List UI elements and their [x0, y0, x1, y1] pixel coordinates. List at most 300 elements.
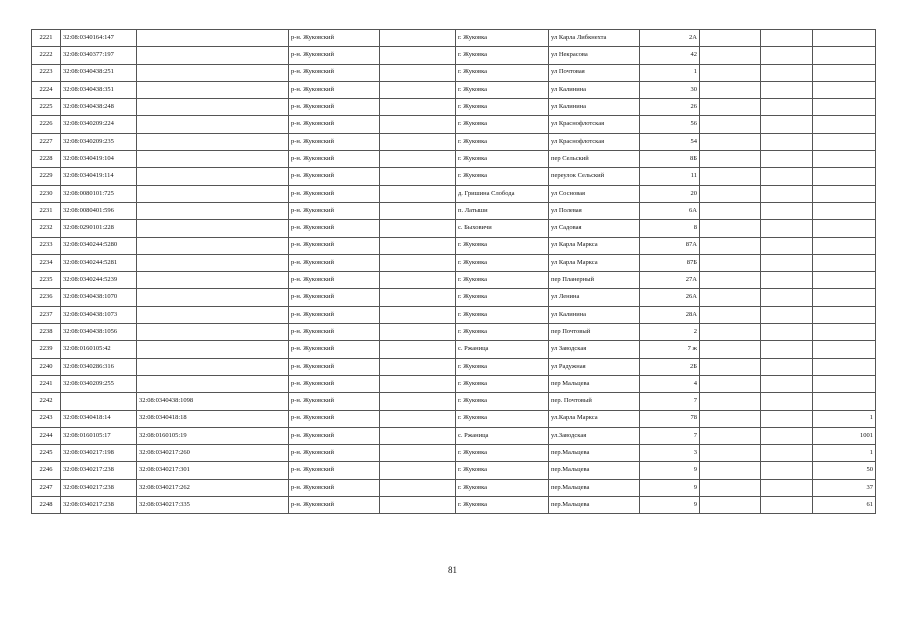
empty-cell	[700, 445, 761, 462]
record-number-cell: 2240	[32, 358, 61, 375]
related-cadastral-number-cell	[137, 99, 289, 116]
street-cell: ул Карла Либкнехта	[549, 30, 640, 47]
apartment-number-cell	[813, 341, 876, 358]
street-cell: ул.Заводская	[549, 427, 640, 444]
table-row	[32, 272, 876, 289]
district-cell: р-н. Жуковский	[289, 410, 380, 427]
table-row	[32, 202, 876, 219]
district-cell: р-н. Жуковский	[289, 497, 380, 514]
house-number-cell: 4	[640, 375, 700, 392]
empty-cell	[761, 375, 813, 392]
cadastral-number-cell: 32:08:0290101:228	[61, 220, 137, 237]
empty-cell	[761, 116, 813, 133]
house-number-cell: 27А	[640, 272, 700, 289]
street-cell: ул Полевая	[549, 202, 640, 219]
empty-cell	[761, 479, 813, 496]
settlement-cell: г. Жуковка	[456, 410, 549, 427]
related-cadastral-number-cell	[137, 202, 289, 219]
district-cell: р-н. Жуковский	[289, 133, 380, 150]
empty-cell	[380, 358, 456, 375]
empty-cell	[761, 462, 813, 479]
related-cadastral-number-cell: 32:08:0340217:262	[137, 479, 289, 496]
related-cadastral-number-cell	[137, 185, 289, 202]
house-number-cell: 26	[640, 99, 700, 116]
cadastral-number-cell: 32:08:0340419:114	[61, 168, 137, 185]
table-row	[32, 341, 876, 358]
empty-cell	[700, 81, 761, 98]
empty-cell	[761, 445, 813, 462]
record-number-cell: 2222	[32, 47, 61, 64]
cadastral-number-cell: 32:08:0340164:147	[61, 30, 137, 47]
settlement-cell: г. Жуковка	[456, 47, 549, 64]
cadastral-number-cell: 32:08:0340438:251	[61, 64, 137, 81]
record-number-cell: 2234	[32, 254, 61, 271]
empty-cell	[380, 99, 456, 116]
apartment-number-cell	[813, 220, 876, 237]
empty-cell	[761, 30, 813, 47]
record-number-cell: 2241	[32, 375, 61, 392]
apartment-number-cell: 1001	[813, 427, 876, 444]
apartment-number-cell	[813, 47, 876, 64]
apartment-number-cell	[813, 306, 876, 323]
apartment-number-cell	[813, 99, 876, 116]
related-cadastral-number-cell	[137, 220, 289, 237]
empty-cell	[380, 324, 456, 341]
table-row	[32, 185, 876, 202]
empty-cell	[380, 272, 456, 289]
table-row	[32, 497, 876, 514]
record-number-cell: 2229	[32, 168, 61, 185]
empty-cell	[700, 30, 761, 47]
settlement-cell: г. Жуковка	[456, 479, 549, 496]
empty-cell	[761, 47, 813, 64]
district-cell: р-н. Жуковский	[289, 341, 380, 358]
cadastral-number-cell: 32:08:0080401:596	[61, 202, 137, 219]
apartment-number-cell: 61	[813, 497, 876, 514]
related-cadastral-number-cell	[137, 306, 289, 323]
record-number-cell: 2245	[32, 445, 61, 462]
record-number-cell: 2235	[32, 272, 61, 289]
record-number-cell: 2228	[32, 151, 61, 168]
settlement-cell: г. Жуковка	[456, 81, 549, 98]
house-number-cell: 9	[640, 479, 700, 496]
cadastral-number-cell: 32:08:0340438:1073	[61, 306, 137, 323]
street-cell: ул Калинина	[549, 99, 640, 116]
empty-cell	[761, 306, 813, 323]
district-cell: р-н. Жуковский	[289, 479, 380, 496]
settlement-cell: г. Жуковка	[456, 99, 549, 116]
district-cell: р-н. Жуковский	[289, 220, 380, 237]
empty-cell	[380, 341, 456, 358]
empty-cell	[380, 30, 456, 47]
empty-cell	[700, 497, 761, 514]
district-cell: р-н. Жуковский	[289, 289, 380, 306]
empty-cell	[761, 81, 813, 98]
street-cell: переулок Сельский	[549, 168, 640, 185]
empty-cell	[700, 289, 761, 306]
street-cell: ул Калинина	[549, 306, 640, 323]
empty-cell	[700, 116, 761, 133]
empty-cell	[380, 168, 456, 185]
empty-cell	[761, 237, 813, 254]
table-row	[32, 306, 876, 323]
empty-cell	[700, 306, 761, 323]
apartment-number-cell: 50	[813, 462, 876, 479]
empty-cell	[700, 168, 761, 185]
district-cell: р-н. Жуковский	[289, 462, 380, 479]
empty-cell	[380, 185, 456, 202]
house-number-cell: 8	[640, 220, 700, 237]
house-number-cell: 6А	[640, 202, 700, 219]
district-cell: р-н. Жуковский	[289, 151, 380, 168]
empty-cell	[380, 220, 456, 237]
settlement-cell: п. Латыши	[456, 202, 549, 219]
cadastral-number-cell: 32:08:0340419:104	[61, 151, 137, 168]
settlement-cell: с. Быховичи	[456, 220, 549, 237]
empty-cell	[761, 393, 813, 410]
house-number-cell: 87А	[640, 237, 700, 254]
related-cadastral-number-cell: 32:08:0340438:1098	[137, 393, 289, 410]
apartment-number-cell	[813, 151, 876, 168]
settlement-cell: г. Жуковка	[456, 133, 549, 150]
district-cell: р-н. Жуковский	[289, 99, 380, 116]
record-number-cell: 2239	[32, 341, 61, 358]
related-cadastral-number-cell	[137, 375, 289, 392]
empty-cell	[700, 237, 761, 254]
apartment-number-cell	[813, 375, 876, 392]
table-row	[32, 393, 876, 410]
cadastral-number-cell: 32:08:0340209:255	[61, 375, 137, 392]
record-number-cell: 2237	[32, 306, 61, 323]
empty-cell	[700, 341, 761, 358]
street-cell: пер.Мальцева	[549, 497, 640, 514]
empty-cell	[380, 47, 456, 64]
table-row	[32, 133, 876, 150]
district-cell: р-н. Жуковский	[289, 445, 380, 462]
apartment-number-cell	[813, 133, 876, 150]
settlement-cell: г. Жуковка	[456, 151, 549, 168]
table-row	[32, 220, 876, 237]
table-row	[32, 116, 876, 133]
empty-cell	[700, 479, 761, 496]
district-cell: р-н. Жуковский	[289, 47, 380, 64]
empty-cell	[700, 393, 761, 410]
empty-cell	[700, 375, 761, 392]
table-row	[32, 375, 876, 392]
house-number-cell: 9	[640, 497, 700, 514]
empty-cell	[380, 116, 456, 133]
cadastral-number-cell: 32:08:0340217:238	[61, 497, 137, 514]
table-row	[32, 358, 876, 375]
house-number-cell: 8Б	[640, 151, 700, 168]
record-number-cell: 2225	[32, 99, 61, 116]
table-row	[32, 462, 876, 479]
empty-cell	[761, 254, 813, 271]
empty-cell	[380, 445, 456, 462]
street-cell: ул Некрасова	[549, 47, 640, 64]
empty-cell	[761, 410, 813, 427]
record-number-cell: 2233	[32, 237, 61, 254]
apartment-number-cell: 1	[813, 445, 876, 462]
apartment-number-cell: 37	[813, 479, 876, 496]
settlement-cell: с. Ржаница	[456, 341, 549, 358]
district-cell: р-н. Жуковский	[289, 64, 380, 81]
house-number-cell: 30	[640, 81, 700, 98]
apartment-number-cell	[813, 168, 876, 185]
empty-cell	[700, 427, 761, 444]
apartment-number-cell	[813, 81, 876, 98]
district-cell: р-н. Жуковский	[289, 306, 380, 323]
table-row	[32, 151, 876, 168]
table-row	[32, 47, 876, 64]
table-row	[32, 445, 876, 462]
related-cadastral-number-cell	[137, 151, 289, 168]
record-number-cell: 2227	[32, 133, 61, 150]
empty-cell	[761, 289, 813, 306]
empty-cell	[380, 427, 456, 444]
empty-cell	[380, 462, 456, 479]
house-number-cell: 78	[640, 410, 700, 427]
settlement-cell: г. Жуковка	[456, 272, 549, 289]
empty-cell	[700, 185, 761, 202]
table-row	[32, 99, 876, 116]
apartment-number-cell	[813, 30, 876, 47]
related-cadastral-number-cell	[137, 81, 289, 98]
empty-cell	[761, 220, 813, 237]
empty-cell	[700, 202, 761, 219]
street-cell: пер Почтовый	[549, 324, 640, 341]
empty-cell	[380, 151, 456, 168]
house-number-cell: 3	[640, 445, 700, 462]
cadastral-number-cell: 32:08:0340244:5239	[61, 272, 137, 289]
related-cadastral-number-cell: 32:08:0340217:301	[137, 462, 289, 479]
empty-cell	[700, 254, 761, 271]
district-cell: р-н. Жуковский	[289, 427, 380, 444]
apartment-number-cell	[813, 358, 876, 375]
settlement-cell: г. Жуковка	[456, 254, 549, 271]
table-row	[32, 237, 876, 254]
house-number-cell: 7	[640, 427, 700, 444]
cadastral-number-cell: 32:08:0340438:1070	[61, 289, 137, 306]
cadastral-number-cell: 32:08:0340438:1056	[61, 324, 137, 341]
table-row	[32, 30, 876, 47]
related-cadastral-number-cell: 32:08:0340217:335	[137, 497, 289, 514]
house-number-cell: 7 ж	[640, 341, 700, 358]
empty-cell	[761, 497, 813, 514]
empty-cell	[380, 479, 456, 496]
related-cadastral-number-cell	[137, 358, 289, 375]
related-cadastral-number-cell	[137, 237, 289, 254]
cadastral-number-cell: 32:08:0340217:238	[61, 462, 137, 479]
record-number-cell: 2238	[32, 324, 61, 341]
street-cell: пер Планерный	[549, 272, 640, 289]
related-cadastral-number-cell	[137, 289, 289, 306]
record-number-cell: 2236	[32, 289, 61, 306]
street-cell: ул Радужная	[549, 358, 640, 375]
empty-cell	[761, 99, 813, 116]
settlement-cell: г. Жуковка	[456, 306, 549, 323]
settlement-cell: г. Жуковка	[456, 324, 549, 341]
apartment-number-cell: 1	[813, 410, 876, 427]
table-row	[32, 479, 876, 496]
record-number-cell: 2248	[32, 497, 61, 514]
table-row	[32, 289, 876, 306]
house-number-cell: 2Б	[640, 358, 700, 375]
house-number-cell: 28А	[640, 306, 700, 323]
district-cell: р-н. Жуковский	[289, 254, 380, 271]
apartment-number-cell	[813, 272, 876, 289]
apartment-number-cell	[813, 254, 876, 271]
cadastral-number-cell: 32:08:0160105:17	[61, 427, 137, 444]
house-number-cell: 2	[640, 324, 700, 341]
settlement-cell: д. Гришина Слобода	[456, 185, 549, 202]
related-cadastral-number-cell	[137, 64, 289, 81]
empty-cell	[761, 168, 813, 185]
empty-cell	[761, 133, 813, 150]
district-cell: р-н. Жуковский	[289, 272, 380, 289]
empty-cell	[761, 427, 813, 444]
street-cell: ул.Карла Маркса	[549, 410, 640, 427]
cadastral-number-cell: 32:08:0340377:197	[61, 47, 137, 64]
related-cadastral-number-cell	[137, 47, 289, 64]
street-cell: ул Почтовая	[549, 64, 640, 81]
settlement-cell: г. Жуковка	[456, 393, 549, 410]
settlement-cell: г. Жуковка	[456, 497, 549, 514]
cadastral-number-cell: 32:08:0340244:5280	[61, 237, 137, 254]
table-row	[32, 410, 876, 427]
empty-cell	[380, 133, 456, 150]
empty-cell	[700, 410, 761, 427]
empty-cell	[380, 375, 456, 392]
empty-cell	[700, 151, 761, 168]
street-cell: ул Карла Маркса	[549, 254, 640, 271]
empty-cell	[380, 497, 456, 514]
district-cell: р-н. Жуковский	[289, 324, 380, 341]
empty-cell	[761, 185, 813, 202]
street-cell: ул Краснофлотская	[549, 116, 640, 133]
house-number-cell: 1	[640, 64, 700, 81]
district-cell: р-н. Жуковский	[289, 116, 380, 133]
table-row	[32, 254, 876, 271]
street-cell: ул Садовая	[549, 220, 640, 237]
house-number-cell: 26А	[640, 289, 700, 306]
table-row	[32, 427, 876, 444]
apartment-number-cell	[813, 116, 876, 133]
district-cell: р-н. Жуковский	[289, 358, 380, 375]
settlement-cell: с. Ржаница	[456, 427, 549, 444]
cadastral-number-cell	[61, 393, 137, 410]
cadastral-number-cell: 32:08:0340286:316	[61, 358, 137, 375]
house-number-cell: 7	[640, 393, 700, 410]
cadastral-number-cell: 32:08:0340244:5281	[61, 254, 137, 271]
house-number-cell: 87Б	[640, 254, 700, 271]
cadastral-number-cell: 32:08:0340209:224	[61, 116, 137, 133]
empty-cell	[380, 202, 456, 219]
table-row	[32, 64, 876, 81]
record-number-cell: 2223	[32, 64, 61, 81]
street-cell: пер.Мальцева	[549, 445, 640, 462]
record-number-cell: 2226	[32, 116, 61, 133]
apartment-number-cell	[813, 202, 876, 219]
record-number-cell: 2243	[32, 410, 61, 427]
empty-cell	[700, 99, 761, 116]
empty-cell	[380, 410, 456, 427]
record-number-cell: 2247	[32, 479, 61, 496]
record-number-cell: 2246	[32, 462, 61, 479]
district-cell: р-н. Жуковский	[289, 237, 380, 254]
district-cell: р-н. Жуковский	[289, 168, 380, 185]
related-cadastral-number-cell	[137, 272, 289, 289]
table-row	[32, 81, 876, 98]
cadastral-number-cell: 32:08:0340217:238	[61, 479, 137, 496]
house-number-cell: 9	[640, 462, 700, 479]
record-number-cell: 2230	[32, 185, 61, 202]
street-cell: ул Сосновая	[549, 185, 640, 202]
empty-cell	[761, 272, 813, 289]
apartment-number-cell	[813, 324, 876, 341]
settlement-cell: г. Жуковка	[456, 237, 549, 254]
cadastral-number-cell: 32:08:0340418:14	[61, 410, 137, 427]
house-number-cell: 20	[640, 185, 700, 202]
apartment-number-cell	[813, 393, 876, 410]
related-cadastral-number-cell	[137, 324, 289, 341]
street-cell: пер. Почтовый	[549, 393, 640, 410]
district-cell: р-н. Жуковский	[289, 375, 380, 392]
empty-cell	[700, 133, 761, 150]
empty-cell	[700, 324, 761, 341]
empty-cell	[700, 462, 761, 479]
empty-cell	[761, 324, 813, 341]
record-number-cell: 2242	[32, 393, 61, 410]
record-number-cell: 2224	[32, 81, 61, 98]
table-body	[32, 30, 876, 514]
district-cell: р-н. Жуковский	[289, 30, 380, 47]
house-number-cell: 2А	[640, 30, 700, 47]
empty-cell	[761, 151, 813, 168]
street-cell: пер.Мальцева	[549, 479, 640, 496]
empty-cell	[700, 358, 761, 375]
record-number-cell: 2232	[32, 220, 61, 237]
related-cadastral-number-cell	[137, 341, 289, 358]
empty-cell	[700, 272, 761, 289]
table-row	[32, 324, 876, 341]
apartment-number-cell	[813, 289, 876, 306]
empty-cell	[761, 341, 813, 358]
empty-cell	[380, 393, 456, 410]
cadastral-number-cell: 32:08:0340438:248	[61, 99, 137, 116]
street-cell: ул Калинина	[549, 81, 640, 98]
empty-cell	[380, 81, 456, 98]
settlement-cell: г. Жуковка	[456, 64, 549, 81]
empty-cell	[761, 358, 813, 375]
record-number-cell: 2231	[32, 202, 61, 219]
street-cell: ул Заводская	[549, 341, 640, 358]
apartment-number-cell	[813, 64, 876, 81]
cadastral-number-cell: 32:08:0340209:235	[61, 133, 137, 150]
empty-cell	[380, 237, 456, 254]
settlement-cell: г. Жуковка	[456, 168, 549, 185]
settlement-cell: г. Жуковка	[456, 30, 549, 47]
district-cell: р-н. Жуковский	[289, 81, 380, 98]
related-cadastral-number-cell	[137, 30, 289, 47]
settlement-cell: г. Жуковка	[456, 462, 549, 479]
related-cadastral-number-cell: 32:08:0160105:19	[137, 427, 289, 444]
apartment-number-cell	[813, 185, 876, 202]
empty-cell	[380, 289, 456, 306]
street-cell: пер Мальцева	[549, 375, 640, 392]
related-cadastral-number-cell	[137, 133, 289, 150]
related-cadastral-number-cell: 32:08:0340217:260	[137, 445, 289, 462]
